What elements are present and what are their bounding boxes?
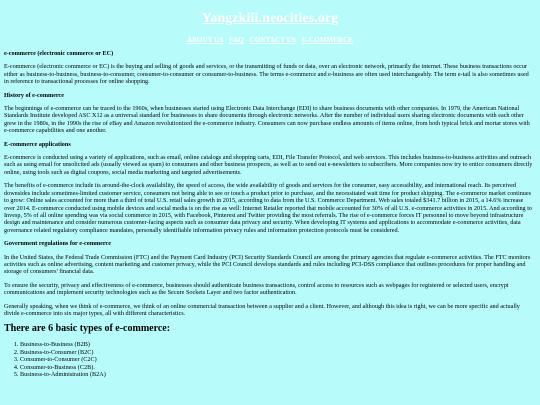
site-title-link[interactable]: Yangzkiii.neocities.org: [201, 11, 339, 26]
section-paragraph: E-commerce (electronic commerce or EC) is the buying and selling of goods and services, or the transmitting of funds or data, over an electronic network, primarily the internet. These business transactions occur either as business-to-business, business-to-consumer, consumer-to-consumer or consumer-to-business. The terms e-commerce and e-business are often used interchangeably. The term e-tail is also sometimes used in reference to transactional processes for online shopping.: [4, 63, 529, 86]
list-item: 4. Consumer-to-Business (C2B).: [20, 364, 534, 371]
types-heading: There are 6 basic types of e-commerce:: [4, 323, 171, 335]
section-paragraph: E-commerce is conducted using a variety of applications, such as email, online catalogs and shopping carts, EDI, File Transfer Protocol, and web services. This includes business-to-business activities and outreach such as using email for unsolicited ads (usually viewed as spam) to consumers and other business prospects, as well as to send out e-newsletters to subscribers. More companies now try to entice consumers directly online, using tools such as digital coupons, social media marketing and targeted advertisements.: [4, 154, 533, 176]
section-paragraph: The benefits of e-commerce include its around-the-clock availability, the speed of access, the wide availability of goods and services for the consumer, easy accessibility, and international reach. Its perceived downsides include sometimes-limited customer service, consumers not being able to see or touch a product prior to purchase, and the necessitated wait time for product shipping. The e-commerce market continues to grow: Online sales accounted for more than a third of total U.S. retail sales growth in 2015, according to data from the U.S. Commerce Department. Web sales totaled $341.7 billion in 2015, a 14.6% increase over 2014. E-commerce conducted using mobile devices and social media is on the rise as well: Internet Retailer reported that mobile accounted for 30% of all U.S. e-commerce activities in 2015. And according to Invesp, 5% of all online spending was via social commerce in 2015, with Facebook, Pinterest and Twitter providing the most referrals. The rise of e-commerce forces IT personnel to move beyond infrastructure design and maintenance and consider numerous customer-facing aspects such as consumer data privacy and security. When developing IT systems and applications to accommodate e-commerce activities, data governance related regulatory compliance mandates, personally identifiable information privacy rules and information protection protocols must be considered.: [4, 182, 533, 234]
section-heading-definition: e-commerce (electronic commerce or EC): [4, 50, 114, 57]
nav-faq-link[interactable]: FAQ: [229, 36, 244, 44]
types-list: [4, 341, 534, 378]
top-nav: [0, 36, 540, 44]
section-paragraph: The beginnings of e-commerce can be traced to the 1960s, when businesses started using Electronic Data Interchange (EDI) to share business documents with other companies. In 1979, the American National Standards Institute developed ASC X12 as a universal standard for businesses to share documents through electronic networks. After the number of individual users sharing electronic documents with each other grew in the 1980s, in the 1990s the rise of eBay and Amazon revolutionized the e-commerce industry. Consumers can now purchase endless amounts of items online, from both typical brick and mortar stores with e-commerce capabilities and one another.: [4, 105, 530, 135]
section-paragraph: In the United States, the Federal Trade Commission (FTC) and the Payment Card Industry (PCI) Security Standards Council are among the primary agencies that regulate e-commerce activities. The FTC monitors activities such as online advertising, content marketing and customer privacy, while the PCI Council develops standards and rules including PCI-DSS compliance that outlines procedures for proper handling and storage of consumers' financial data.: [4, 253, 531, 276]
nav-contact-us-link[interactable]: CONTACT US: [249, 36, 296, 44]
section-heading-history: History of e-commerce: [4, 91, 65, 99]
section-heading-regulations: Government regulations for e-commerce: [4, 240, 112, 248]
main-content: [4, 50, 534, 378]
list-item: 5. Business-to-Administration (B2A): [20, 371, 534, 378]
list-item: 2. Business-to-Consumer (B2C): [20, 349, 534, 356]
nav-about-us-link[interactable]: ABOUT US: [186, 36, 224, 44]
list-item: 1. Business-to-Business (B2B): [20, 341, 534, 348]
nav-e-commerce-link[interactable]: E-COMMERCE: [301, 36, 354, 44]
list-item: 3. Consumer-to-Consumer (C2C): [20, 356, 534, 363]
section-paragraph: To ensure the security, privacy and effectiveness of e-commerce, businesses should authenticate business transactions, control access to resources such as webpages for registered or selected users, encrypt communications and implement security technologies such as the Secure Sockets Layer and two factor authentication.: [4, 281, 509, 297]
section-paragraph: Generally speaking, when we think of e-commerce, we think of an online commercial transaction between a supplier and a client. However, and although this idea is right, we can be more specific and actually divide e-commerce into six major types, all with different characteristics.: [4, 302, 520, 317]
section-heading-applications: E-commerce applications: [4, 140, 71, 148]
